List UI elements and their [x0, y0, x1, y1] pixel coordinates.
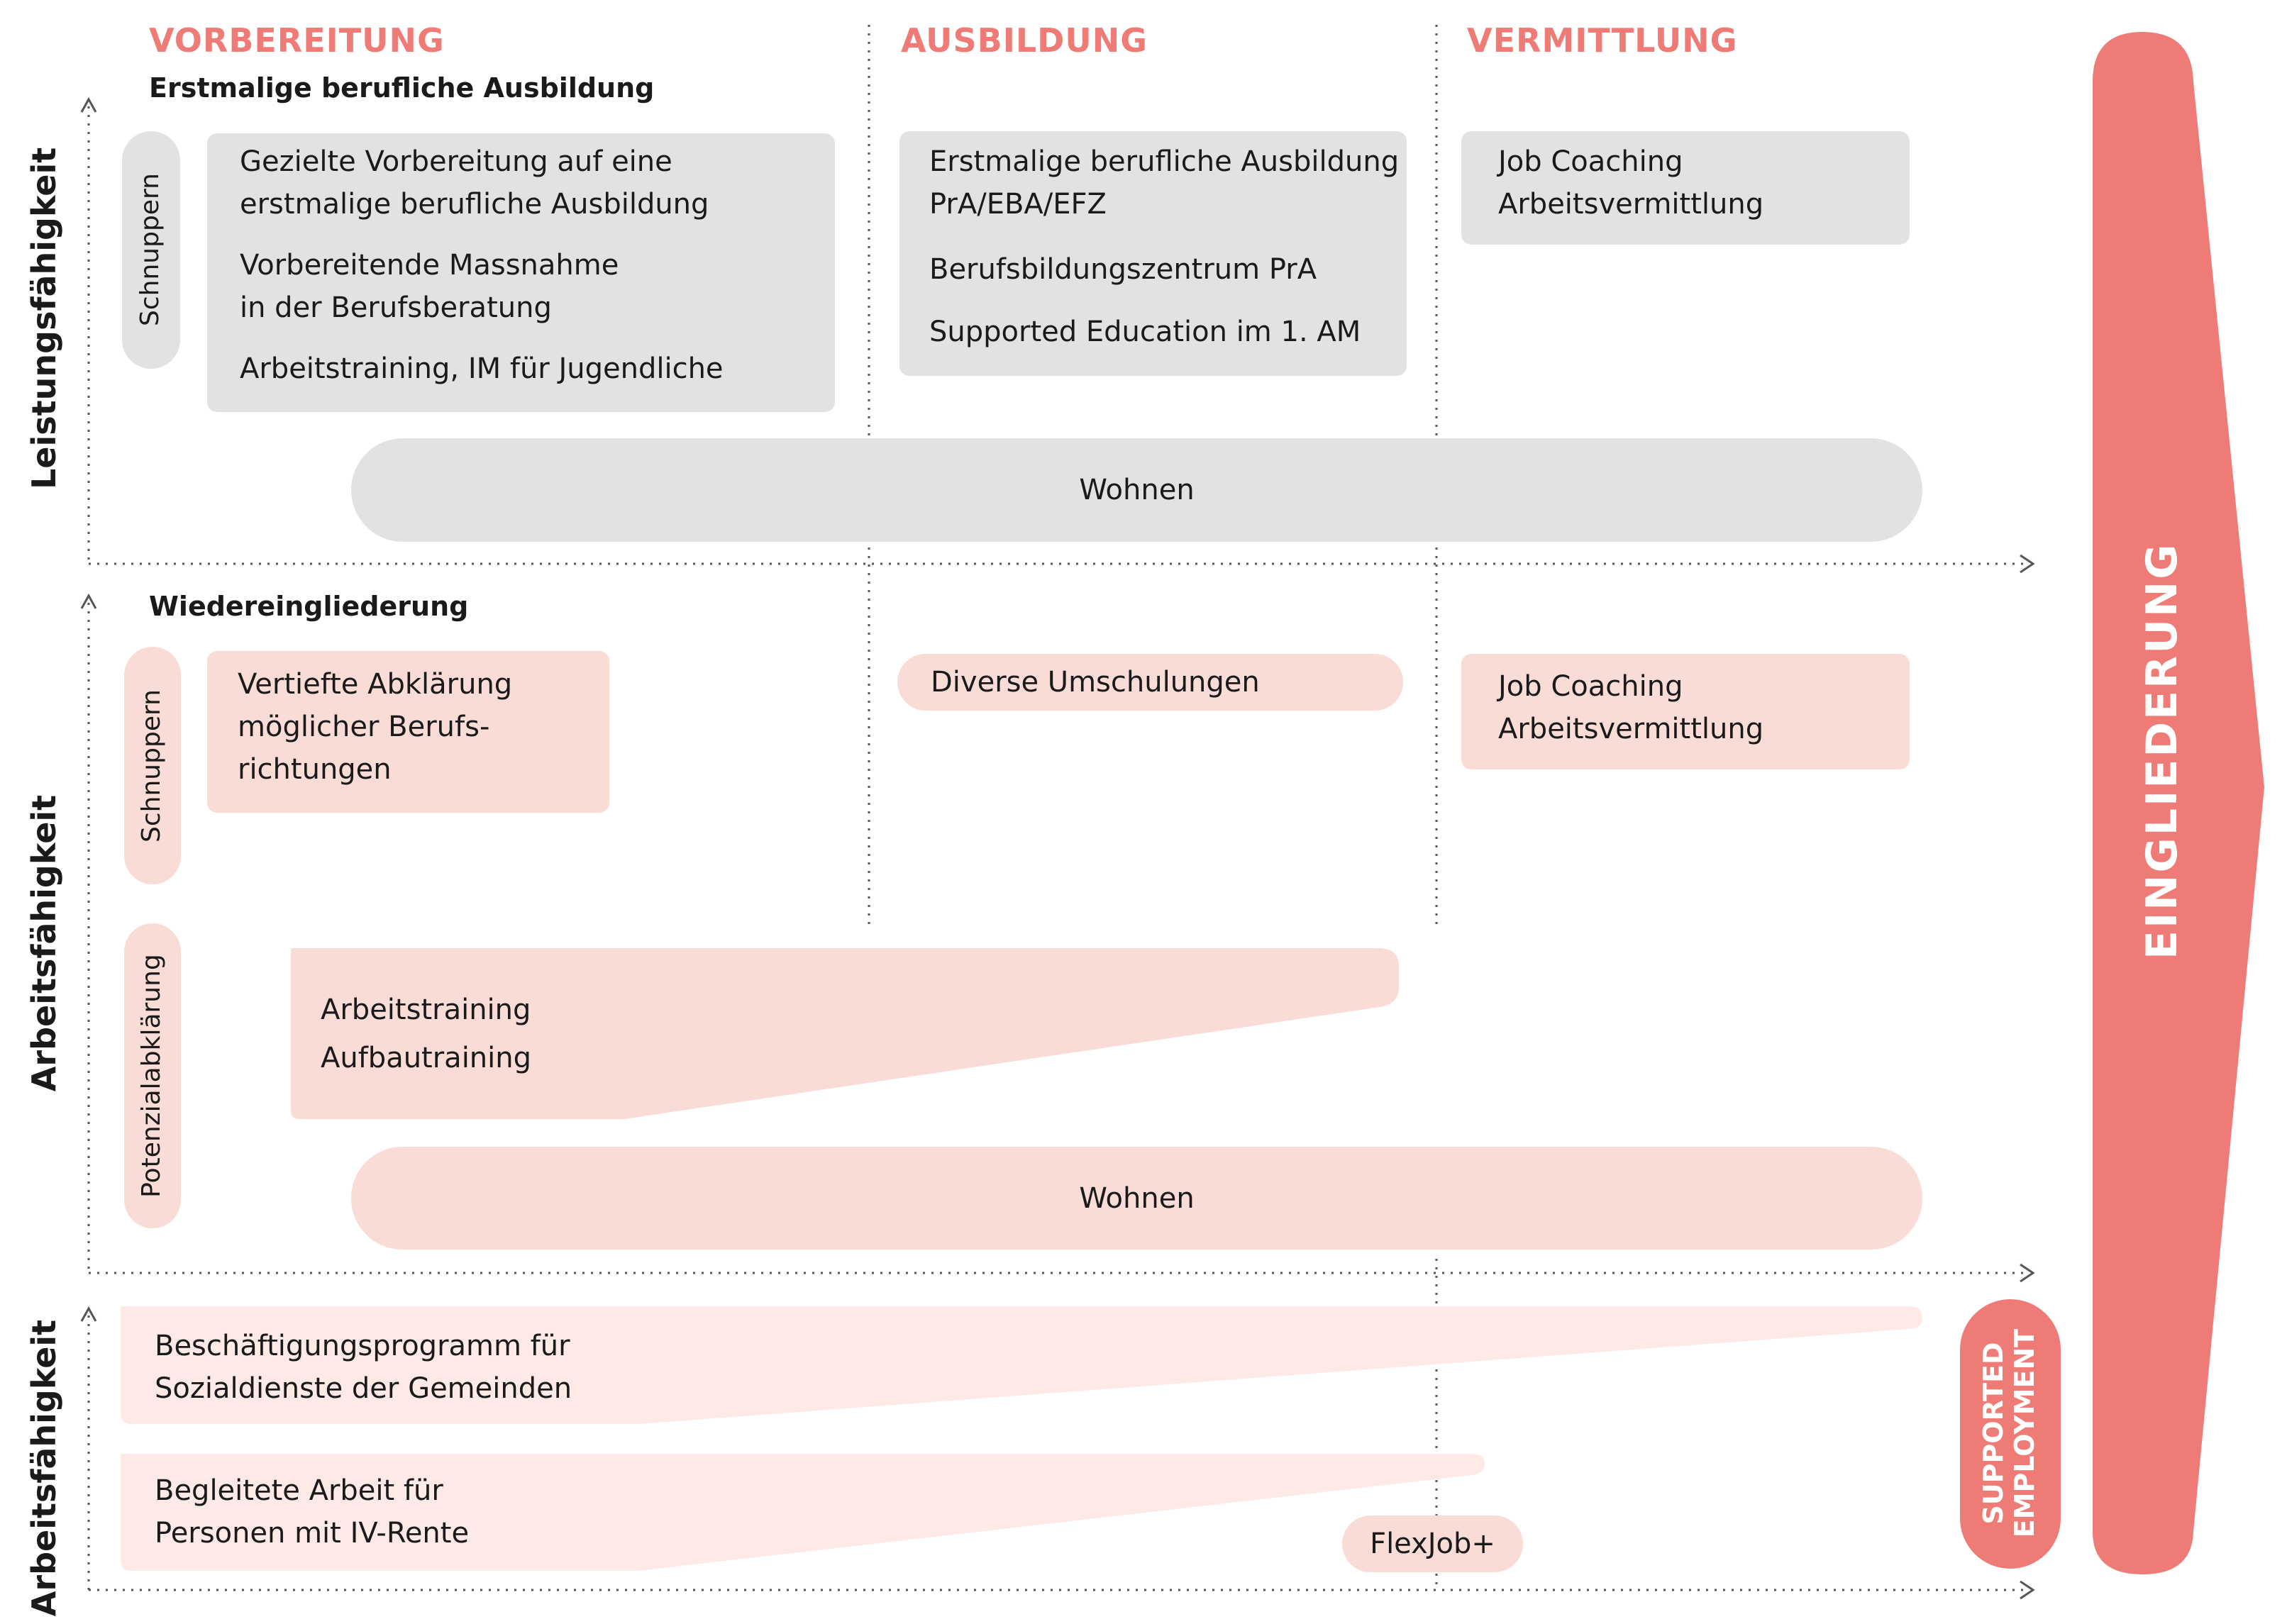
- top-vorb-line-1: Gezielte Vorbereitung auf eine: [240, 145, 672, 178]
- mid-potenzial-label: Potenzialabklärung: [137, 954, 166, 1198]
- top-verm-line-1: Job Coaching: [1498, 145, 1683, 178]
- mid-verm-line-1: Job Coaching: [1498, 670, 1683, 703]
- top-vorb-line-3: Vorbereitende Massnahme: [240, 249, 619, 282]
- bottom-programm-line-2: Sozialdienste der Gemeinden: [155, 1372, 572, 1405]
- top-vorb-line-4: in der Berufsberatung: [240, 291, 552, 324]
- section-title-erstmalige: Erstmalige berufliche Ausbildung: [149, 72, 655, 104]
- mid-training-text: [321, 986, 531, 1082]
- mid-wohnen-label: Wohnen: [1079, 1182, 1195, 1215]
- mid-vorb-text: [238, 663, 512, 791]
- top-ausb-line-2: PrA/EBA/EFZ: [929, 188, 1107, 221]
- mid-vorb-line-3: richtungen: [238, 753, 392, 786]
- top-ausb-line-3: Berufsbildungszentrum PrA: [929, 253, 1317, 286]
- mid-vorb-line-1: Vertiefte Abklärung: [238, 668, 513, 701]
- axis-label-arbeitsfaehigkeit-middle: Arbeitsfähigkeit: [25, 794, 63, 1092]
- bottom-begleitet-text: [155, 1469, 469, 1555]
- mid-vorb-line-2: möglicher Berufs-: [238, 711, 490, 743]
- top-vorb-line-2: erstmalige berufliche Ausbildung: [240, 188, 709, 221]
- top-wohnen-label: Wohnen: [1079, 474, 1195, 506]
- bottom-begleitet-line-2: Personen mit IV-Rente: [155, 1517, 470, 1550]
- mid-verm-text: [1498, 665, 1763, 750]
- column-heading-vermittlung: VERMITTLUNG: [1467, 21, 1738, 60]
- top-vorb-text: [240, 140, 724, 390]
- axis-label-arbeitsfaehigkeit-bottom: Arbeitsfähigkeit: [25, 1319, 63, 1617]
- top-verm-line-2: Arbeitsvermittlung: [1498, 188, 1764, 221]
- bottom-flexjob-label: FlexJob+: [1370, 1528, 1495, 1560]
- mid-ausb-label: Diverse Umschulungen: [931, 666, 1260, 699]
- top-ausb-text: [929, 140, 1399, 353]
- axis-label-leistungsfaehigkeit: Leistungsfähigkeit: [25, 147, 63, 489]
- supported-employment-line-2: EMPLOYMENT: [2009, 1328, 2040, 1538]
- mid-schnuppern-label: Schnuppern: [137, 689, 166, 842]
- supported-employment-line-1: SUPPORTED: [1978, 1342, 2009, 1525]
- supported-employment-label: [1978, 1327, 2043, 1540]
- mid-verm-line-2: Arbeitsvermittlung: [1498, 713, 1764, 745]
- column-heading-ausbildung: AUSBILDUNG: [901, 21, 1148, 60]
- column-heading-vorbereitung: VORBEREITUNG: [149, 21, 445, 60]
- eingliederung-label: EINGLIEDERUNG: [2137, 542, 2187, 960]
- top-schnuppern-label: Schnuppern: [135, 173, 165, 326]
- bottom-begleitet-line-1: Begleitete Arbeit für: [155, 1474, 443, 1507]
- top-vorb-line-5: Arbeitstraining, IM für Jugendliche: [240, 352, 724, 385]
- section-title-wiedereingliederung: Wiedereingliederung: [149, 591, 469, 622]
- bottom-programm-text: [155, 1325, 572, 1410]
- mid-training-line-1: Arbeitstraining: [321, 994, 531, 1026]
- top-ausb-line-1: Erstmalige berufliche Ausbildung: [929, 145, 1400, 178]
- mid-training-line-2: Aufbautraining: [321, 1042, 532, 1074]
- bottom-programm-line-1: Beschäftigungsprogramm für: [155, 1330, 570, 1362]
- top-ausb-line-4: Supported Education im 1. AM: [929, 316, 1361, 348]
- top-verm-text: [1498, 140, 1763, 226]
